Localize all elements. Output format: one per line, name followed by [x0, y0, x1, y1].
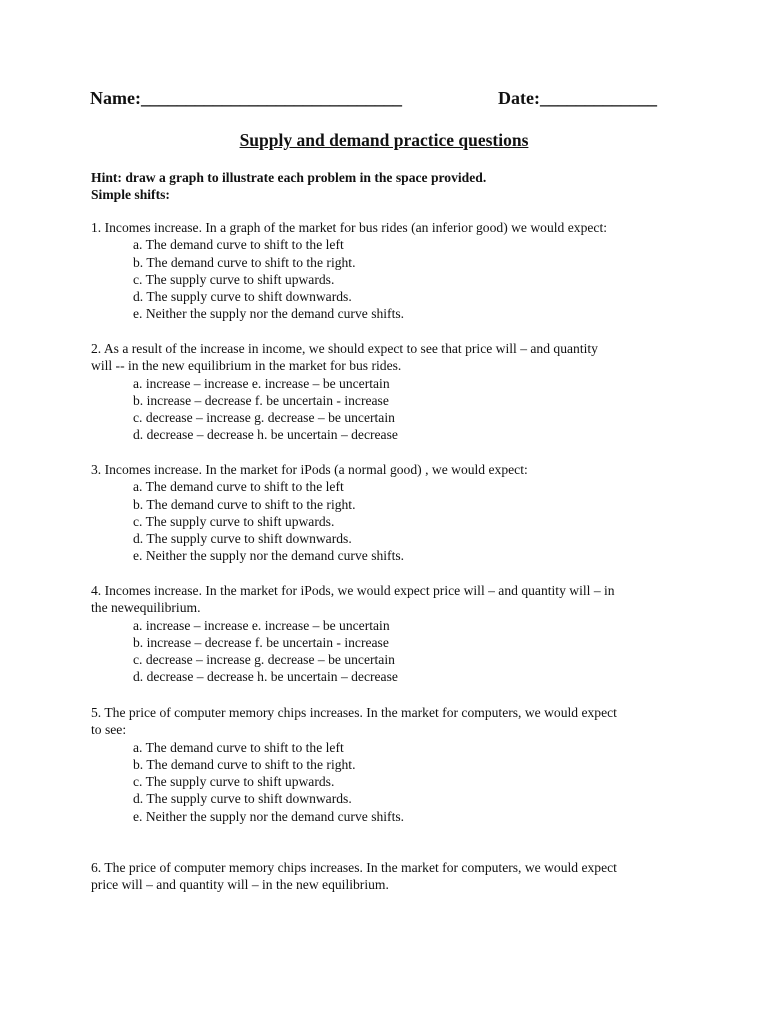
answer-option: e. Neither the supply nor the demand curve shifts. — [133, 306, 405, 322]
answer-option: a. increase – increase e. increase – be uncertain — [133, 375, 390, 391]
answer-option: a. increase – increase e. increase – be uncertain — [133, 617, 390, 633]
question-1 — [91, 219, 691, 323]
answer-option: b. The demand curve to shift to the right. — [133, 496, 356, 512]
question-2 — [91, 340, 691, 444]
answer-option: c. decrease – increase g. decrease – be uncertain — [133, 652, 395, 668]
page-title: Supply and demand practice questions — [239, 130, 529, 150]
question-3 — [91, 461, 691, 565]
question-stem: 5. The price of computer memory chips increases. In the market for computers, we would expect — [91, 705, 617, 720]
answer-option: d. The supply curve to shift downwards. — [133, 289, 352, 305]
question-stem: 2. As a result of the increase in income, we should expect to see that price will – and quantity — [91, 341, 598, 356]
answer-option: a. The demand curve to shift to the left — [133, 739, 344, 755]
answer-option: c. The supply curve to shift upwards. — [133, 513, 335, 529]
answer-option: c. The supply curve to shift upwards. — [133, 774, 335, 790]
answer-option: d. decrease – decrease h. be uncertain – decrease — [133, 427, 398, 443]
answer-option: b. The demand curve to shift to the right. — [133, 254, 356, 270]
question-stem: the newequilibrium. — [91, 600, 201, 616]
question-stem: 3. Incomes increase. In the market for iPods (a normal good) , we would expect: — [91, 462, 528, 477]
question-stem: price will – and quantity will – in the new equilibrium. — [91, 877, 389, 893]
question-stem: will -- in the new equilibrium in the market for bus rides. — [91, 358, 402, 374]
section-heading: Simple shifts: — [91, 187, 170, 202]
question-5 — [91, 704, 691, 825]
answer-option: e. Neither the supply nor the demand curve shifts. — [133, 548, 405, 564]
answer-option: c. decrease – increase g. decrease – be uncertain — [133, 410, 395, 426]
answer-option: d. The supply curve to shift downwards. — [133, 531, 352, 547]
question-4 — [91, 582, 691, 686]
name-field-label: Name:_____________________________ — [90, 88, 402, 108]
answer-option: b. The demand curve to shift to the right. — [133, 756, 356, 772]
answer-option: a. The demand curve to shift to the left — [133, 237, 344, 253]
answer-option: b. increase – decrease f. be uncertain - increase — [133, 392, 389, 408]
answer-option: b. increase – decrease f. be uncertain - increase — [133, 634, 389, 650]
date-field-label: Date:_____________ — [498, 88, 657, 108]
question-6 — [91, 859, 691, 894]
question-stem: 4. Incomes increase. In the market for iPods, we would expect price will – and quantity will – in — [91, 583, 615, 598]
answer-option: c. The supply curve to shift upwards. — [133, 271, 335, 287]
hint-text: Hint: draw a graph to illustrate each problem in the space provided. — [91, 170, 487, 185]
question-stem: 6. The price of computer memory chips increases. In the market for computers, we would expect — [91, 860, 617, 875]
question-stem: to see: — [91, 722, 127, 738]
answer-option: e. Neither the supply nor the demand curve shifts. — [133, 808, 405, 824]
answer-option: d. decrease – decrease h. be uncertain – decrease — [133, 669, 398, 685]
answer-option: a. The demand curve to shift to the left — [133, 479, 344, 495]
answer-option: d. The supply curve to shift downwards. — [133, 791, 352, 807]
hint-block — [91, 169, 486, 203]
question-stem: 1. Incomes increase. In a graph of the market for bus rides (an inferior good) we would expect: — [91, 220, 607, 235]
header-row — [90, 88, 690, 114]
